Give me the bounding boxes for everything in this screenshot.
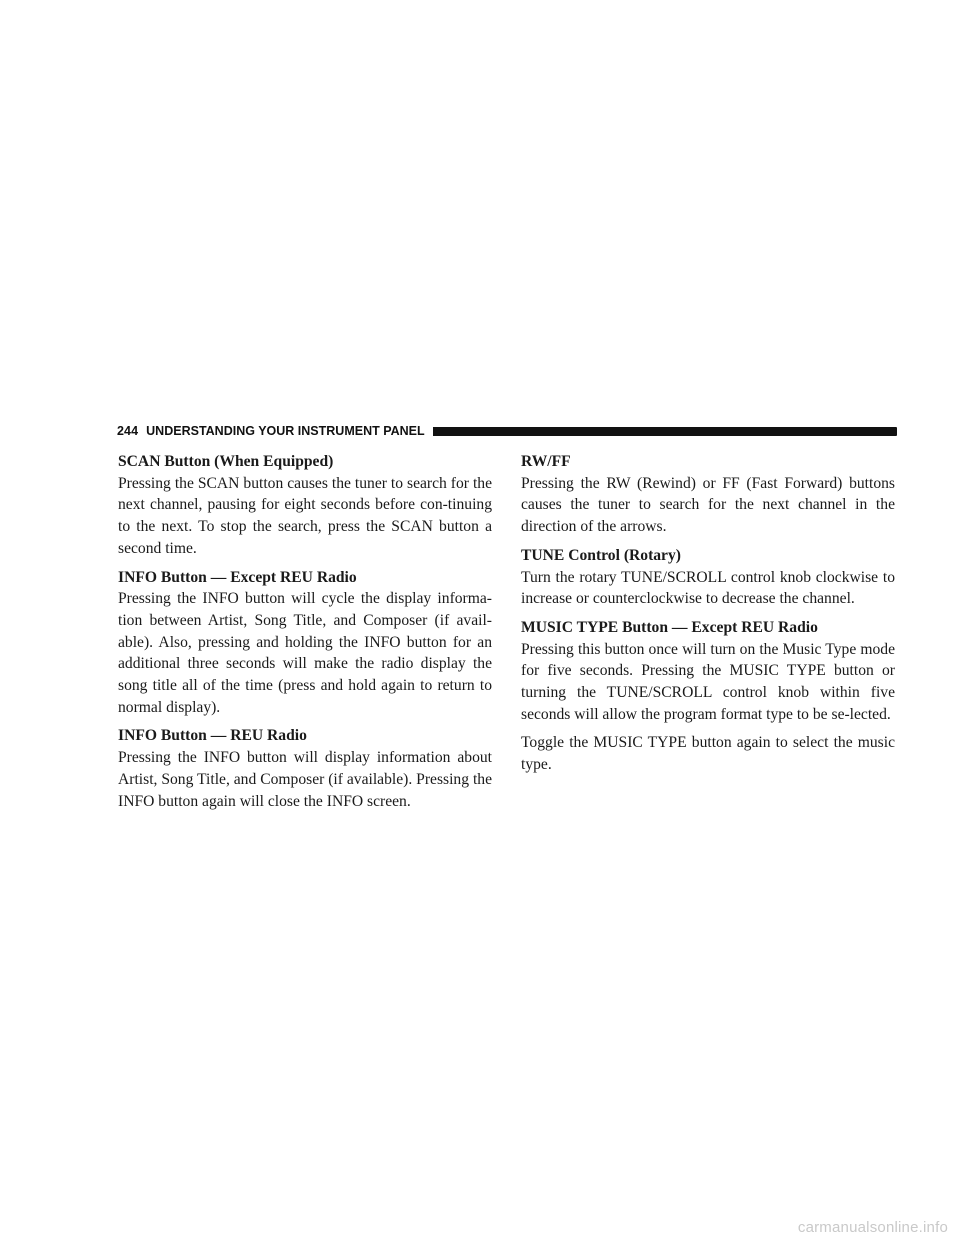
section-paragraph: Pressing the RW (Rewind) or FF (Fast Forward) buttons causes the tuner to search for the next channel in the direction of the arrows. — [521, 474, 895, 536]
page-number: 244 — [117, 424, 139, 438]
section-heading: INFO Button — REU Radio — [118, 727, 307, 745]
section-info-button-except-reu — [118, 567, 492, 719]
section-heading: INFO Button — Except REU Radio — [118, 568, 357, 586]
section-tune-control — [521, 545, 895, 610]
section-heading: TUNE Control (Rotary) — [521, 546, 681, 564]
section-heading: MUSIC TYPE Button — Except REU Radio — [521, 618, 818, 636]
section-title: UNDERSTANDING YOUR INSTRUMENT PANEL — [146, 424, 425, 438]
section-scan-button — [118, 451, 492, 560]
section-info-button-reu — [118, 725, 492, 812]
section-heading: RW/FF — [521, 453, 571, 470]
section-rw-ff — [521, 451, 895, 538]
page-header — [117, 422, 897, 440]
section-paragraph: Pressing this button once will turn on the Music Type mode for five seconds. Pressing the MUSIC TYPE button or turning the TUNE/SCROLL control knob within five seconds will allow the program format type to be se-lected. — [521, 640, 895, 723]
section-paragraph: Pressing the INFO button will display information about Artist, Song Title, and Composer (if available). Pressing the INFO button again will close the INFO screen. — [118, 749, 492, 810]
header-rule — [433, 427, 897, 436]
section-paragraph: Turn the rotary TUNE/SCROLL control knob clockwise to increase or counterclockwise to decrease the channel. — [521, 568, 895, 608]
section-paragraph: Pressing the SCAN button causes the tuner to search for the next channel, pausing for eight seconds before con-tinuing to the next. To stop the search, press the SCAN button a second time. — [118, 474, 492, 557]
section-heading: SCAN Button (When Equipped) — [118, 453, 334, 470]
section-paragraph: Pressing the INFO button will cycle the display informa-tion between Artist, Song Title, and Composer (if avail-able). Also, pressing and holding the INFO button for an additional three seconds will make the radio display the song title all of the time (press and hold again to return to normal display). — [118, 590, 492, 716]
right-column — [521, 451, 895, 783]
left-column — [118, 451, 492, 819]
watermark-text: carmanualsonline.info — [797, 1219, 948, 1236]
section-paragraph: Toggle the MUSIC TYPE button again to select the music type. — [521, 734, 895, 774]
section-music-type-button — [521, 617, 895, 776]
